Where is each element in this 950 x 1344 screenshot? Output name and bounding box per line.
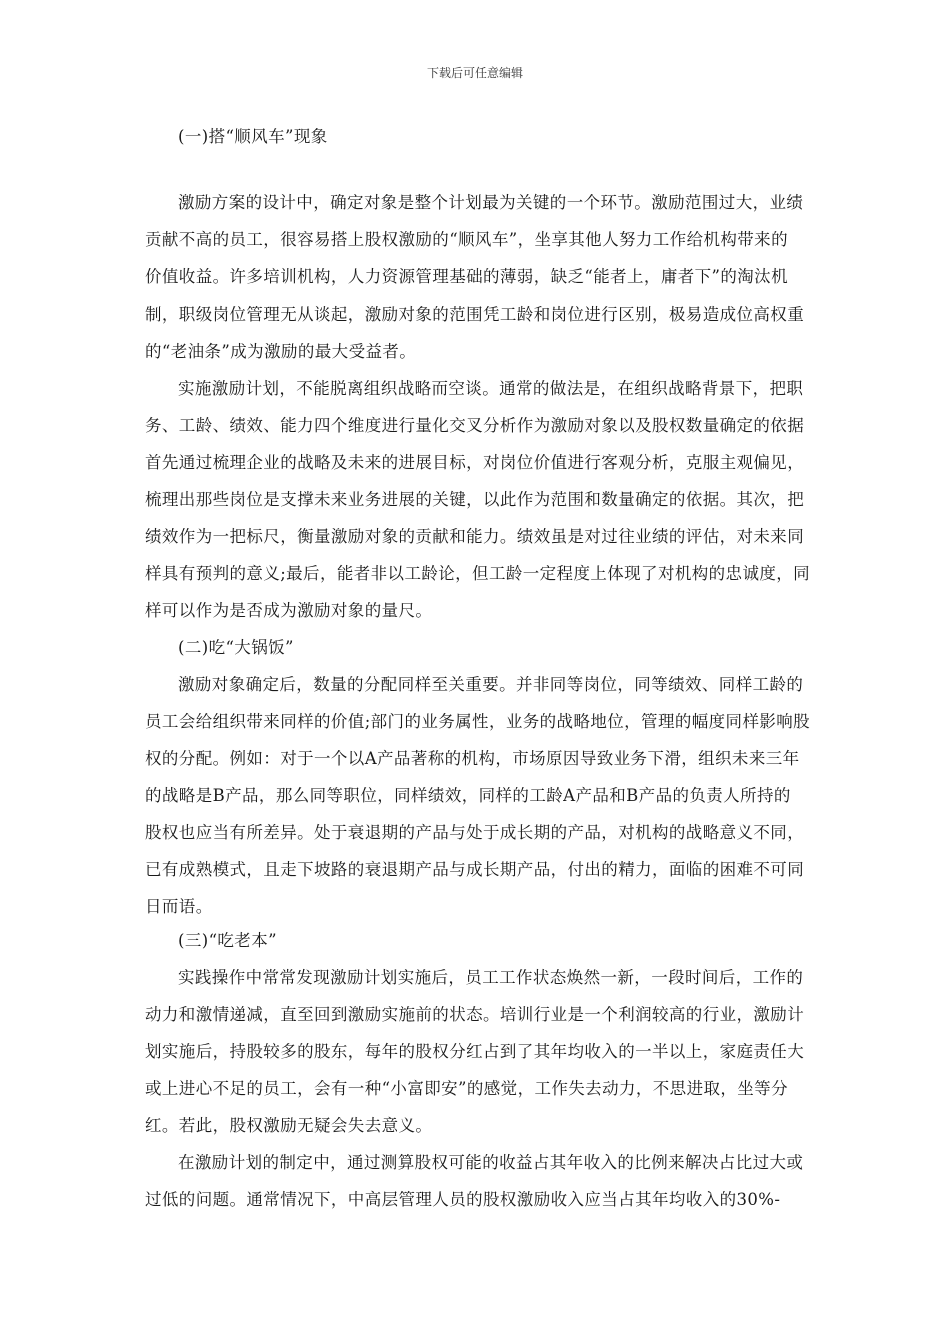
paragraph-line: 划实施后，持股较多的股东，每年的股权分红占到了其年均收入的一半以上，家庭责任大 bbox=[145, 1042, 805, 1061]
paragraph-line: 务、工龄、绩效、能力四个维度进行量化交叉分析作为激励对象以及股权数量确定的依据 bbox=[145, 416, 805, 435]
paragraph-line: 或上进心不足的员工，会有一种“小富即安”的感觉，工作失去动力，不思进取，坐等分 bbox=[145, 1079, 788, 1098]
paragraph-line: 实施激励计划，不能脱离组织战略而空谈。通常的做法是，在组织战略背景下，把职 bbox=[178, 379, 804, 398]
paragraph-line: 股权也应当有所差异。处于衰退期的产品与处于成长期的产品，对机构的战略意义不同， bbox=[145, 823, 805, 842]
paragraph-line: 激励对象确定后，数量的分配同样至关重要。并非同等岗位，同等绩效、同样工龄的 bbox=[178, 675, 804, 694]
paragraph-line: 价值收益。许多培训机构，人力资源管理基础的薄弱，缺乏“能者上，庸者下”的淘汰机 bbox=[145, 267, 788, 286]
section-heading-3: (三)“吃老本” bbox=[178, 931, 277, 950]
paragraph-line: 的“老油条”成为激励的最大受益者。 bbox=[145, 342, 417, 361]
paragraph-line: 过低的问题。通常情况下，中高层管理人员的股权激励收入应当占其年均收入的30%- bbox=[145, 1190, 781, 1209]
paragraph-line: 动力和激情递减，直至回到激励实施前的状态。培训行业是一个利润较高的行业，激励计 bbox=[145, 1005, 805, 1024]
paragraph-line: 梳理出那些岗位是支撑未来业务进展的关键，以此作为范围和数量确定的依据。其次，把 bbox=[145, 490, 805, 509]
paragraph-line: 的战略是B产品，那么同等职位，同样绩效，同样的工龄A产品和B产品的负责人所持的 bbox=[145, 786, 791, 805]
paragraph-line: 首先通过梳理企业的战略及未来的进展目标，对岗位价值进行客观分析，克服主观偏见， bbox=[145, 453, 805, 472]
paragraph-line: 样可以作为是否成为激励对象的量尺。 bbox=[145, 601, 433, 620]
section-heading-2: (二)吃“大锅饭” bbox=[178, 638, 294, 657]
paragraph-line: 日而语。 bbox=[145, 897, 213, 916]
section-heading-1: (一)搭“顺风车”现象 bbox=[178, 127, 328, 146]
paragraph-line: 绩效作为一把标尺，衡量激励对象的贡献和能力。绩效虽是对过往业绩的评估，对未来同 bbox=[145, 527, 805, 546]
paragraph-line: 实践操作中常常发现激励计划实施后，员工工作状态焕然一新，一段时间后，工作的 bbox=[178, 968, 804, 987]
paragraph-line: 在激励计划的制定中，通过测算股权可能的收益占其年收入的比例来解决占比过大或 bbox=[178, 1153, 804, 1172]
paragraph-line: 贡献不高的员工，很容易搭上股权激励的“顺风车”，坐享其他人努力工作给机构带来的 bbox=[145, 230, 788, 249]
paragraph-line: 权的分配。例如：对于一个以A产品著称的机构，市场原因导致业务下滑，组织未来三年 bbox=[145, 749, 800, 768]
paragraph-line: 激励方案的设计中，确定对象是整个计划最为关键的一个环节。激励范围过大，业绩 bbox=[178, 193, 804, 212]
paragraph-line: 制，职级岗位管理无从谈起，激励对象的范围凭工龄和岗位进行区别，极易造成位高权重 bbox=[145, 305, 805, 324]
paragraph-line: 已有成熟模式，且走下坡路的衰退期产品与成长期产品，付出的精力，面临的困难不可同 bbox=[145, 860, 805, 879]
paragraph-line: 样具有预判的意义;最后，能者非以工龄论，但工龄一定程度上体现了对机构的忠诚度，同 bbox=[145, 564, 811, 583]
page-header: 下载后可任意编辑 bbox=[426, 66, 523, 80]
paragraph-line: 红。若此，股权激励无疑会失去意义。 bbox=[145, 1116, 433, 1135]
paragraph-line: 员工会给组织带来同样的价值;部门的业务属性，业务的战略地位，管理的幅度同样影响股 bbox=[145, 712, 811, 731]
